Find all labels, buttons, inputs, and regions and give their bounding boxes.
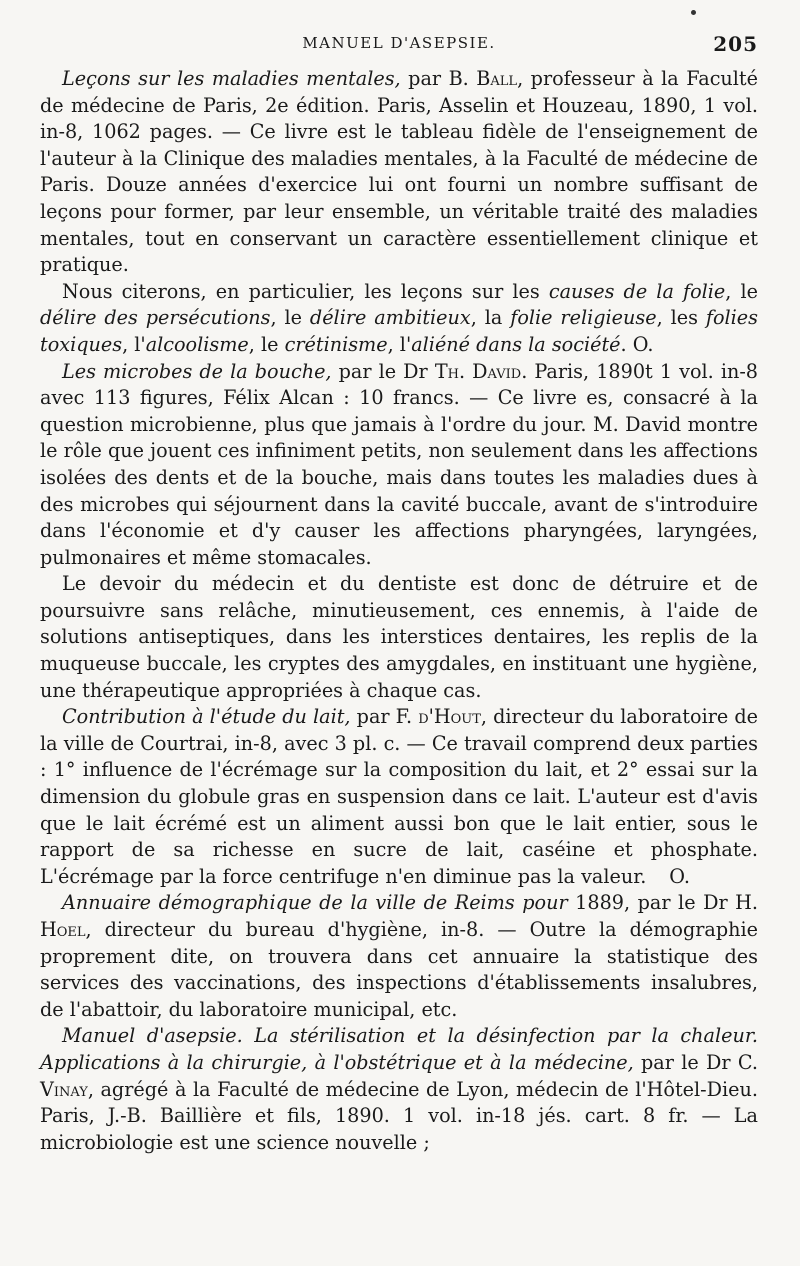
- ink-dot: [691, 10, 696, 15]
- entry-author-prefix: par B.: [400, 67, 477, 90]
- text-run: , l': [122, 332, 146, 356]
- entry-title: Manuel d'asepsie. La stérilisation et la désinfection par la chaleur. Applications à la chirurgie, à l'obstétrique et à la médecine,: [40, 1024, 758, 1074]
- italic-run: alcoolisme: [145, 332, 249, 356]
- entry-author-prefix: par F.: [350, 705, 419, 729]
- italic-run: causes de la folie: [548, 279, 726, 303]
- entry-author-prefix: par le Dr C.: [633, 1050, 758, 1074]
- entry-annuaire: [40, 890, 758, 1023]
- entry-title: Contribution à l'étude du lait,: [62, 705, 351, 729]
- entry-text: . Paris, 1890t 1 vol. in-8 avec 113 figures, Félix Alcan : 10 francs. — Ce livre es, consacré à la question microbienne, plus que jamais à l'ordre du jour. M. David montre le rôle que jouent ces infiniment petits, non seulement dans les affections isolées des dents et de la bouche, mais dans toutes les maladies dues à des microbes qui séjournent dans la cavité buccale, avant de s'introduire dans l'économie et d'y causer les affections pharyngées, laryngées, pulmonaires et même stomacales.: [40, 359, 759, 569]
- text-run: , le: [248, 332, 285, 356]
- entry-text: , directeur du laboratoire de la ville de Courtrai, in-8, avec 3 pl. c. — Ce travail comprend deux parties : 1° influence de l'écrémage sur la composition du lait, et 2° essai sur la dimension du globule gras en suspension dans ce lait. L'auteur est d'avis que le lait écrémé est un aliment aussi bon que le lait entier, sous le rapport de sa richesse en sucre de lait, caséine et phosphate. L'écrémage par la force centrifuge n'en diminue pas la valeur.: [40, 705, 758, 888]
- italic-run: folie religieuse: [510, 306, 657, 330]
- text-run: , la: [470, 306, 511, 330]
- entry-text: , directeur du bureau d'hygiène, in-8. — Outre la démographie proprement dite, on trouvera dans cet annuaire la statistique des services des vaccinations, des inspections d'établissements insalubres, de l'abattoir, du laboratoire municipal, etc.: [40, 918, 758, 1021]
- text-run: , les: [656, 306, 706, 330]
- running-title: MANUEL D'ASEPSIE.: [302, 34, 496, 52]
- entry-title: Les microbes de la bouche,: [62, 359, 332, 383]
- entry-author: Ball: [476, 67, 518, 90]
- entry-author: d'Hout: [418, 705, 481, 729]
- entry-microbes: [40, 359, 758, 572]
- text-run: Nous citerons, en particulier, les leçons sur les: [62, 279, 549, 303]
- entry-author-prefix: par le Dr: [331, 359, 435, 383]
- text-run: , le: [270, 306, 310, 330]
- paragraph-nous-citerons: [40, 279, 758, 359]
- entry-text: , agrégé à la Faculté de médecine de Lyon, médecin de l'Hôtel-Dieu. Paris, J.-B. Baillière et fils, 1890. 1 vol. in-18 jés. cart. 8 fr. — La microbiologie est une science nouvelle ;: [40, 1077, 758, 1154]
- entry-title: Annuaire démographique de la ville de Reims pour: [62, 891, 568, 915]
- entry-signature: O.: [669, 864, 690, 888]
- paragraph-devoir: Le devoir du médecin et du dentiste est donc de détruire et de poursuivre sans relâche, minutieusement, ces ennemis, à l'aide de solutions antiseptiques, dans les interstices dentaires, les replis de la muqueuse buccale, les cryptes des amygdales, en instituant une hygiène, une thérapeutique appropriées à chaque cas.: [40, 572, 758, 702]
- italic-run: crétinisme: [284, 332, 388, 356]
- italic-run: délire ambitieux: [309, 306, 471, 330]
- entry-lecons: [40, 66, 758, 279]
- text-run: , le: [725, 279, 758, 303]
- page-body: [40, 66, 758, 1156]
- page-header: [40, 32, 758, 58]
- italic-run: folies toxiques: [40, 306, 758, 356]
- page-number: 205: [713, 32, 758, 56]
- entry-lait: [40, 704, 758, 890]
- entry-author: Th. David: [434, 359, 522, 383]
- entry-text: , professeur à la Faculté de médecine de Paris, 2e édition. Paris, Asselin et Houzeau, 1890, 1 vol. in-8, 1062 pages. — Ce livre est le tableau fidèle de l'enseignement de l'auteur à la Clinique des maladies mentales, à la Faculté de médecine de Paris. Douze années d'exercice lui ont fourni un nombre suffisant de leçons pour former, par leur ensemble, un véritable traité des maladies mentales, tout en conservant un caractère essentiellement clinique et pratique.: [40, 67, 758, 277]
- entry-title: Leçons sur les maladies mentales,: [62, 67, 401, 90]
- entry-author: Vinay: [40, 1077, 88, 1101]
- text-run: . O.: [620, 332, 654, 356]
- text-run: , l': [387, 332, 412, 356]
- italic-run: délire des persécutions: [40, 306, 271, 330]
- entry-manuel: [40, 1023, 758, 1156]
- entry-author-prefix: 1889, par le Dr H.: [567, 891, 758, 915]
- entry-author: Hoel: [40, 918, 86, 941]
- italic-run: aliéné dans la société: [411, 332, 621, 356]
